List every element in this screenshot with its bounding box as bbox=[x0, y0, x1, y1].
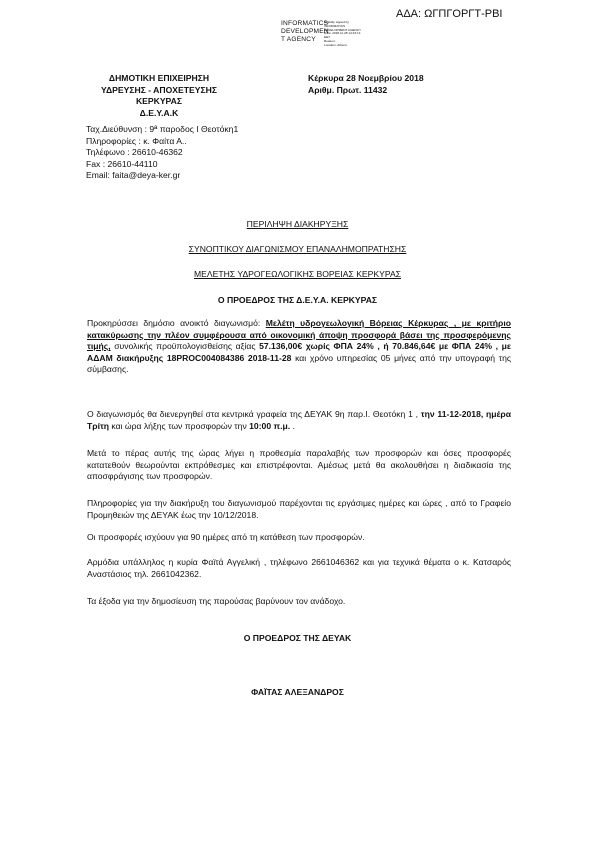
protocol-number: Αριθμ. Πρωτ. 11432 bbox=[308, 84, 388, 95]
stamp-left-line: T AGENCY bbox=[281, 35, 316, 43]
stamp-details bbox=[324, 21, 361, 48]
p2-time: 10:00 π.μ. bbox=[249, 420, 291, 431]
p2-text: . bbox=[290, 420, 295, 431]
paragraph-deadline: Μετά το πέρας αυτής της ώρας λήγει η προθεσμία παραλαβής των προσφορών και όσες προσφορές κατατεθούν θεωρούνται εκπρόθεσμες και επιστρέφονται. Αμέσως μετά θα ακολουθήσει η διαδικασία της αποσφράγισης των προσφορών. bbox=[87, 448, 511, 481]
stamp-left-line: INFORMATICS bbox=[281, 20, 329, 27]
p1-budget: 57.136,00€ χωρίς ΦΠΑ 24% , ή 70.846,64€ με ΦΠΑ 24% , με ΑΔΑΜ διακήρυξης 18PROC004084386 2018-11-28 bbox=[87, 341, 511, 363]
stamp-detail-line: Reason: bbox=[324, 38, 336, 43]
stamp-detail-line: INFORMATICS bbox=[324, 23, 346, 28]
heading-summary: ΠΕΡΙΛΗΨΗ ΔΙΑΚΗΡΥΞΗΣ bbox=[246, 219, 349, 229]
org-line: ΚΕΡΚΥΡΑΣ bbox=[135, 96, 183, 106]
contact-block bbox=[86, 124, 238, 182]
digital-signature-stamp bbox=[281, 20, 401, 60]
p1-project-title: Μελέτη υδρογεωλογική Βόρειας Κέρκυρας , με κριτήριο κατακύρωσης την πλέον συμφέρουσα από οικονομική άποψη προσφορά βάσει της προσφερόμενης τιμής, bbox=[87, 318, 511, 351]
signature-name: ΦΑΪΤΑΣ ΑΛΕΞΑΝΔΡΟΣ bbox=[251, 687, 344, 697]
organization-header bbox=[75, 73, 243, 119]
contact-fax: Fax : 26610-44110 bbox=[86, 158, 158, 169]
document-date: Κέρκυρα 28 Νοεμβρίου 2018 bbox=[308, 73, 424, 83]
p2-text: και ώρα λήξης των προσφορών την bbox=[109, 420, 250, 431]
contact-phone: Τηλέφωνο : 26610-46362 bbox=[86, 147, 183, 158]
contact-address: Ταχ.Διεύθυνση : 9ª παροδος Ι Θεοτόκη1 bbox=[86, 124, 239, 134]
stamp-detail-line: Digitally signed by bbox=[324, 20, 349, 24]
stamp-signer-name bbox=[281, 20, 329, 43]
stamp-detail-line: EET bbox=[324, 35, 331, 40]
paragraph-schedule bbox=[87, 409, 511, 432]
org-line: ΥΔΡΕΥΣΗΣ - ΑΠΟΧΕΤΕΥΣΗΣ bbox=[101, 84, 217, 95]
stamp-detail-line: Date: 2018.11.28 14:23:14 bbox=[324, 31, 361, 36]
p2-text: Ο διαγωνισμός θα διενεργηθεί στα κεντρικά γραφεία της ΔΕΥΑΚ 9η παρ.Ι. Θεοτόκη 1 , bbox=[87, 409, 421, 419]
paragraph-information: Πληροφορίες για την διακήρυξη του διαγωνισμού παρέχονται τις εργάσιμες ημέρες και ώρες , από το Γραφείο Προμηθειών της ΔΕΥΑΚ έως την 10/12/2018. bbox=[87, 498, 511, 520]
date-and-protocol bbox=[308, 73, 424, 96]
p1-text: και χρόνο υπηρεσίας 05 μήνες από την υπογραφή της σύμβασης. bbox=[87, 352, 511, 374]
signature-title: Ο ΠΡΟΕΔΡΟΣ ΤΗΣ ΔΕΥΑΚ bbox=[243, 633, 352, 643]
paragraph-validity: Οι προσφορές ισχύουν για 90 ημέρες από τη κατάθεση των προσφορών. bbox=[87, 532, 365, 542]
stamp-detail-line: DEVELOPMENT AGENCY bbox=[324, 27, 362, 32]
paragraph-contacts: Αρμόδια υπάλληλος η κυρία Φαϊτά Αγγελική , τηλέφωνο 2661046362 και για τεχνικά θέματα ο κ. Κατσαρός Αναστάσιος τηλ. 2661042362. bbox=[87, 557, 511, 579]
paragraph-announcement bbox=[87, 318, 511, 376]
heading-study: ΜΕΛΕΤΗΣ ΥΔΡΟΓΕΩΛΟΓΙΚΗΣ ΒΟΡΕΙΑΣ ΚΕΡΚΥΡΑΣ bbox=[193, 269, 401, 279]
org-line: Δ.Ε.Υ.Α.Κ bbox=[139, 107, 179, 118]
stamp-left-line: DEVELOPMEN bbox=[281, 27, 329, 35]
p1-text: Προκηρύσσει δημόσιο ανοικτό διαγωνισμό: bbox=[87, 318, 266, 328]
org-line: ΔΗΜΟΤΙΚΗ ΕΠΙΧΕΙΡΗΣΗ bbox=[108, 73, 210, 83]
heading-president: Ο ΠΡΟΕΔΡΟΣ ΤΗΣ Δ.Ε.Υ.Α. ΚΕΡΚΥΡΑΣ bbox=[217, 295, 378, 305]
stamp-detail-line: Location: Athens bbox=[324, 42, 347, 47]
p1-text: συνολικής προϋπολογισθείσης αξίας bbox=[110, 341, 260, 351]
p2-date: την 11-12-2018, ημέρα Τρίτη bbox=[87, 409, 511, 431]
contact-info: Πληροφορίες : κ. Φαίτα Α.. bbox=[86, 135, 187, 146]
ada-number: ΑΔΑ: ΩΓΠΓΟΡΓΤ-ΡΒΙ bbox=[396, 8, 503, 20]
heading-tender: ΣΥΝΟΠΤΙΚΟΥ ΔΙΑΓΩΝΙΣΜΟΥ ΕΠΑΝΑΛΗΜΟΠΡΑΤΗΣΗΣ bbox=[188, 244, 407, 254]
contact-email: Email: faita@deya-ker.gr bbox=[86, 170, 181, 181]
paragraph-expenses: Τα έξοδα για την δημοσίευση της παρούσας βαρύνουν τον ανάδοχο. bbox=[87, 596, 346, 606]
